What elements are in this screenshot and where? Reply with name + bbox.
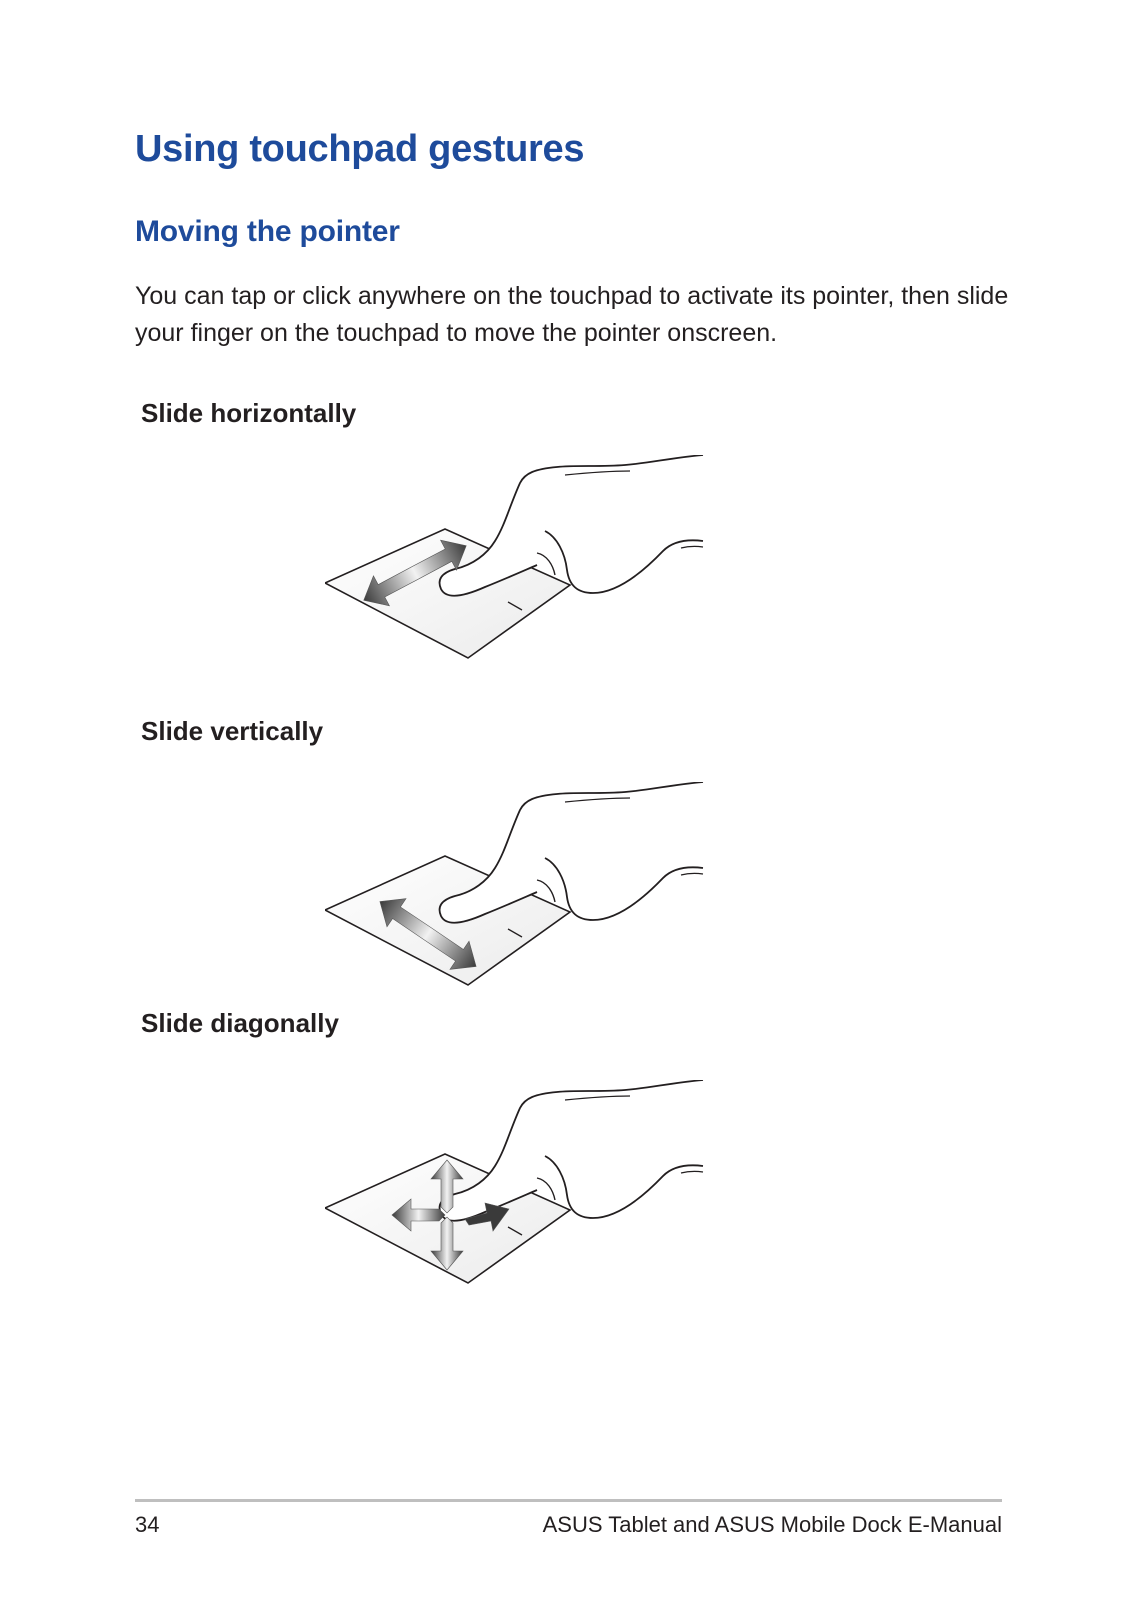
slide-horizontal-illustration: [325, 455, 725, 675]
section-title: Moving the pointer: [135, 215, 400, 248]
intro-paragraph: You can tap or click anywhere on the touchpad to activate its pointer, then slide your finger on the touchpad to move the pointer onscreen.: [135, 282, 1009, 347]
gesture-label-vertical: Slide vertically: [141, 716, 324, 746]
page-title: Using touchpad gestures: [135, 128, 585, 170]
gesture-label-horizontal: Slide horizontally: [141, 398, 357, 428]
page-number: 34: [135, 1512, 160, 1537]
slide-vertical-illustration: [325, 782, 725, 1002]
manual-title: ASUS Tablet and ASUS Mobile Dock E-Manual: [542, 1512, 1002, 1537]
footer-divider: [135, 1499, 1002, 1502]
gesture-label-diagonal: Slide diagonally: [141, 1008, 339, 1038]
slide-diagonal-illustration: [325, 1080, 725, 1300]
